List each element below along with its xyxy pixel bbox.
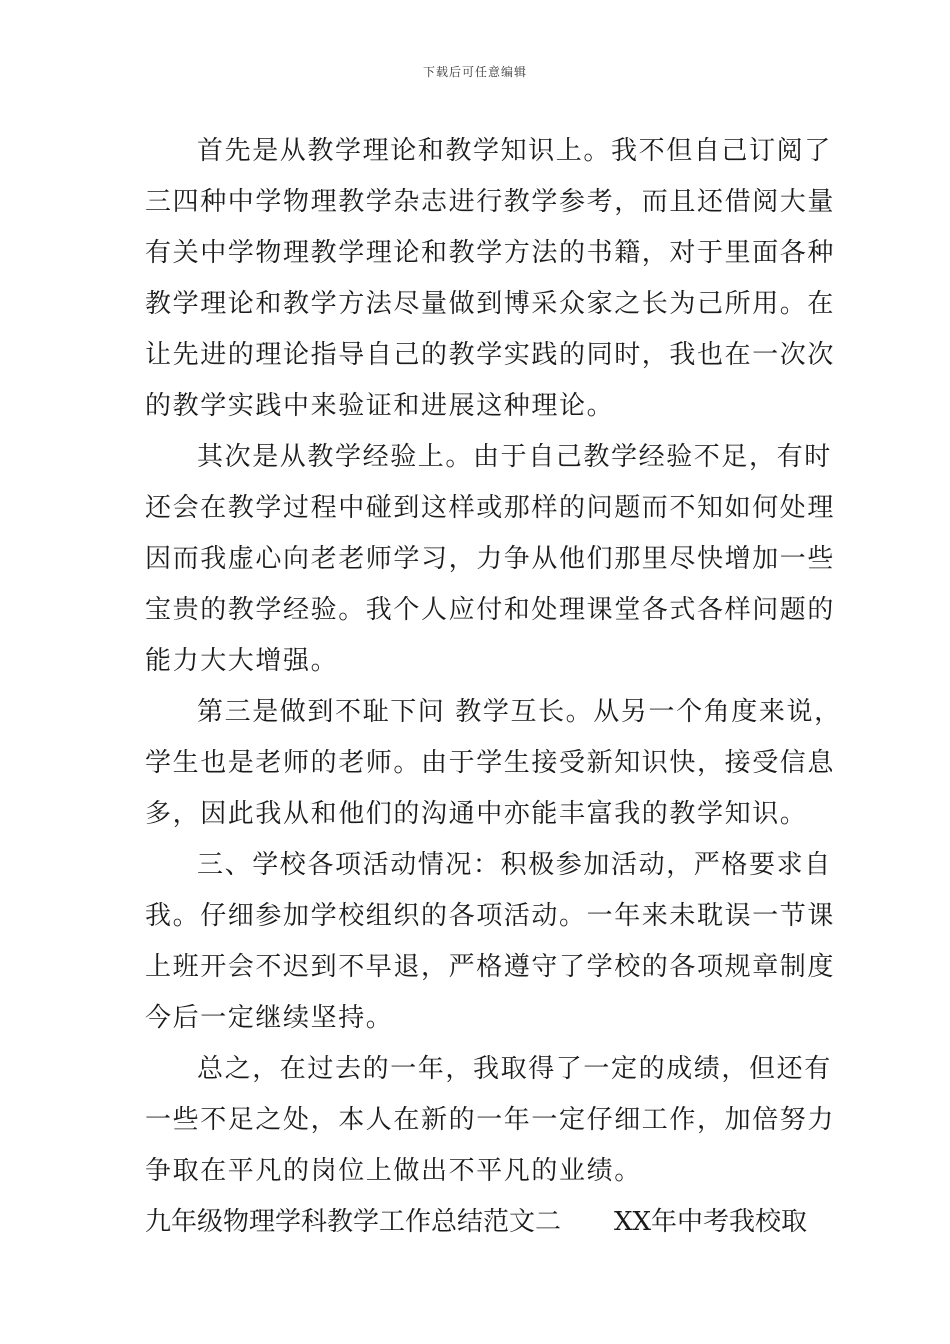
paragraph-2-line-2: 还会在教学过程中碰到这样或那样的问题而不知如何处理 (145, 493, 836, 523)
paragraph-1-line-5: 让先进的理论指导自己的教学实践的同时，我也在一次次 (145, 340, 836, 370)
paragraph-1-line-4: 教学理论和教学方法尽量做到博采众家之长为己所用。在 (145, 289, 836, 319)
paragraph-1-line-6: 的教学实践中来验证和进展这种理论。 (145, 391, 615, 421)
paragraph-5-line-1: 总之，在过去的一年，我取得了一定的成绩，但还有 (197, 1054, 832, 1084)
paragraph-1-line-1: 首先是从教学理论和教学知识上。我不但自己订阅了 (197, 136, 832, 166)
paragraph-1-line-2: 三四种中学物理教学杂志进行教学参考，而且还借阅大量 (145, 187, 836, 217)
closing-line (145, 1205, 807, 1239)
paragraph-4-line-4: 今后一定继续坚持。 (145, 1003, 394, 1033)
paragraph-1-line-3: 有关中学物理教学理论和教学方法的书籍，对于里面各种 (145, 238, 836, 268)
section-title: 九年级物理学科教学工作总结范文二 (145, 1207, 562, 1237)
paragraph-5-line-3: 争取在平凡的岗位上做出不平凡的业绩。 (145, 1156, 642, 1186)
paragraph-5-line-2: 一些不足之处，本人在新的一年一定仔细工作，加倍努力 (145, 1105, 836, 1135)
paragraph-3-line-1: 第三是做到不耻下问 教学互长。从另一个角度来说， (197, 697, 842, 727)
paragraph-4-line-3: 上班开会不迟到不早退，严格遵守了学校的各项规章制度 (145, 952, 836, 982)
section-continuation: XX年中考我校取 (613, 1207, 807, 1237)
page-header: 下载后可任意编辑 (422, 65, 527, 79)
paragraph-3-line-3: 多，因此我从和他们的沟通中亦能丰富我的教学知识。 (145, 799, 808, 829)
paragraph-2-line-4: 宝贵的教学经验。我个人应付和处理课堂各式各样问题的 (145, 595, 836, 625)
paragraph-4-line-2: 我。仔细参加学校组织的各项活动。一年来未耽误一节课 (145, 901, 836, 931)
paragraph-3-line-2: 学生也是老师的老师。由于学生接受新知识快，接受信息 (145, 748, 836, 778)
paragraph-2-line-5: 能力大大增强。 (145, 646, 339, 676)
paragraph-2-line-1: 其次是从教学经验上。由于自己教学经验不足，有时 (197, 442, 832, 472)
paragraph-2-line-3: 因而我虚心向老老师学习，力争从他们那里尽快增加一些 (145, 544, 836, 574)
paragraph-4-line-1: 三、学校各项活动情况：积极参加活动，严格要求自 (197, 850, 832, 880)
